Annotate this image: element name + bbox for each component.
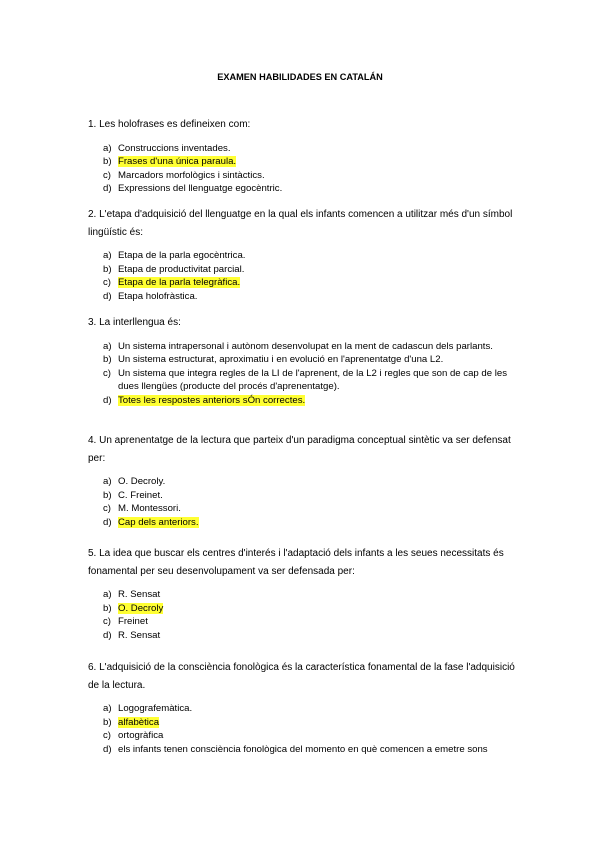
option-letter: d) [103,183,112,194]
option-d[interactable] [88,182,518,196]
question-text: 3. La interllengua és: [88,317,181,328]
option-text: R. Sensat [118,629,161,641]
option-b[interactable] [88,602,518,616]
option-b[interactable] [88,263,518,277]
question-4 [88,432,518,529]
option-letter: d) [103,629,112,641]
option-text-highlighted: Frases d'una única paraula. [118,156,237,167]
option-a[interactable] [88,475,518,489]
option-text: Etapa de productivitat parcial. [118,263,245,275]
question-1 [88,116,518,196]
option-text: Logografemàtica. [118,703,193,714]
option-text: ortogràfica [118,730,164,741]
option-letter: b) [103,263,112,275]
option-letter: b) [103,354,112,365]
options-list [88,142,518,196]
option-text: Etapa holofràstica. [118,290,198,302]
option-text: Un sistema que integra regles de la LI de l'aprenent, de la L2 i regles que son de cap de les dues llengües (producte del procés d'aprenentatge). [118,367,508,392]
options-list [88,249,518,303]
option-text: els infants tenen consciència fonològica del momento en què comencen a emetre sons [118,743,488,755]
question-text: 2. L'etapa d'adquisició del llenguatge en la qual els infants comencen a utilitzar més d'un símbol lingüístic és: [88,209,513,238]
option-c[interactable] [88,502,518,516]
option-letter: d) [103,743,112,755]
option-a[interactable] [88,340,518,354]
option-letter: c) [103,730,111,741]
option-b[interactable] [88,716,518,730]
option-c[interactable] [88,169,518,183]
option-letter: d) [103,394,112,406]
option-d[interactable] [88,629,518,643]
option-a[interactable] [88,588,518,602]
option-letter: c) [103,169,111,181]
option-letter: d) [103,516,112,528]
question-text: 4. Un aprenentatge de la lectura que parteix d'un paradigma conceptual sintètic va ser defensat per: [88,435,511,464]
question-5 [88,545,518,642]
option-b[interactable] [88,489,518,503]
option-text-highlighted: O. Decroly [118,602,164,614]
question-text: 1. Les holofrases es defineixen com: [88,119,251,130]
option-letter: b) [103,156,112,167]
option-text: O. Decroly. [118,476,166,487]
option-text: Marcadors morfològics i sintàctics. [118,169,265,181]
option-text-highlighted: Cap dels anteriors. [118,516,199,528]
option-letter: c) [103,616,111,627]
option-text-highlighted: Totes les respostes anteriors sÓn correctes. [118,394,306,406]
option-a[interactable] [88,702,518,716]
question-2 [88,206,518,303]
option-b[interactable] [88,353,518,367]
option-letter: c) [103,277,111,288]
question-text: 5. La idea que buscar els centres d'interés i l'adaptació dels infants a les seues necessitats és fonamental per seu desenvolupament va ser defensada per: [88,548,504,577]
option-text: Expressions del llenguatge egocèntric. [118,183,283,194]
exam-title: EXAMEN HABILIDADES EN CATALÁN [217,72,383,82]
option-letter: b) [103,489,112,501]
option-c[interactable] [88,367,518,394]
option-letter: a) [103,476,112,487]
option-text: Freinet [118,616,148,627]
option-letter: c) [103,367,111,379]
option-b[interactable] [88,155,518,169]
option-text: Un sistema intrapersonal i autònom desenvolupat en la ment de cadascun dels parlants. [118,340,493,352]
option-text: C. Freinet. [118,489,163,501]
option-d[interactable] [88,394,518,408]
option-a[interactable] [88,249,518,263]
option-text-highlighted: Etapa de la parla telegràfica. [118,277,241,288]
options-list [88,588,518,642]
option-d[interactable] [88,516,518,530]
option-letter: a) [103,703,112,714]
option-letter: c) [103,503,111,514]
options-list [88,702,518,756]
option-letter: b) [103,602,112,614]
options-list [88,340,518,408]
option-d[interactable] [88,743,518,757]
option-c[interactable] [88,729,518,743]
option-text-highlighted: alfabètica [118,716,160,728]
question-text: 6. L'adquisició de la consciència fonològica és la característica fonamental de la fase l'adquisició de la lectura. [88,662,515,691]
option-text: Etapa de la parla egocèntrica. [118,250,246,261]
option-text: M. Montessori. [118,503,181,514]
option-letter: a) [103,589,112,600]
option-c[interactable] [88,276,518,290]
option-text: R. Sensat [118,589,161,600]
option-text: Un sistema estructurat, aproximatiu i en evolució en l'aprenentatge d'una L2. [118,354,444,365]
option-letter: a) [103,340,112,352]
option-letter: b) [103,716,112,728]
options-list [88,475,518,529]
option-text: Construccions inventades. [118,142,231,154]
option-a[interactable] [88,142,518,156]
question-3 [88,314,518,407]
option-d[interactable] [88,290,518,304]
option-letter: a) [103,142,112,154]
option-letter: d) [103,290,112,302]
question-6 [88,659,518,756]
option-letter: a) [103,250,112,261]
option-c[interactable] [88,615,518,629]
